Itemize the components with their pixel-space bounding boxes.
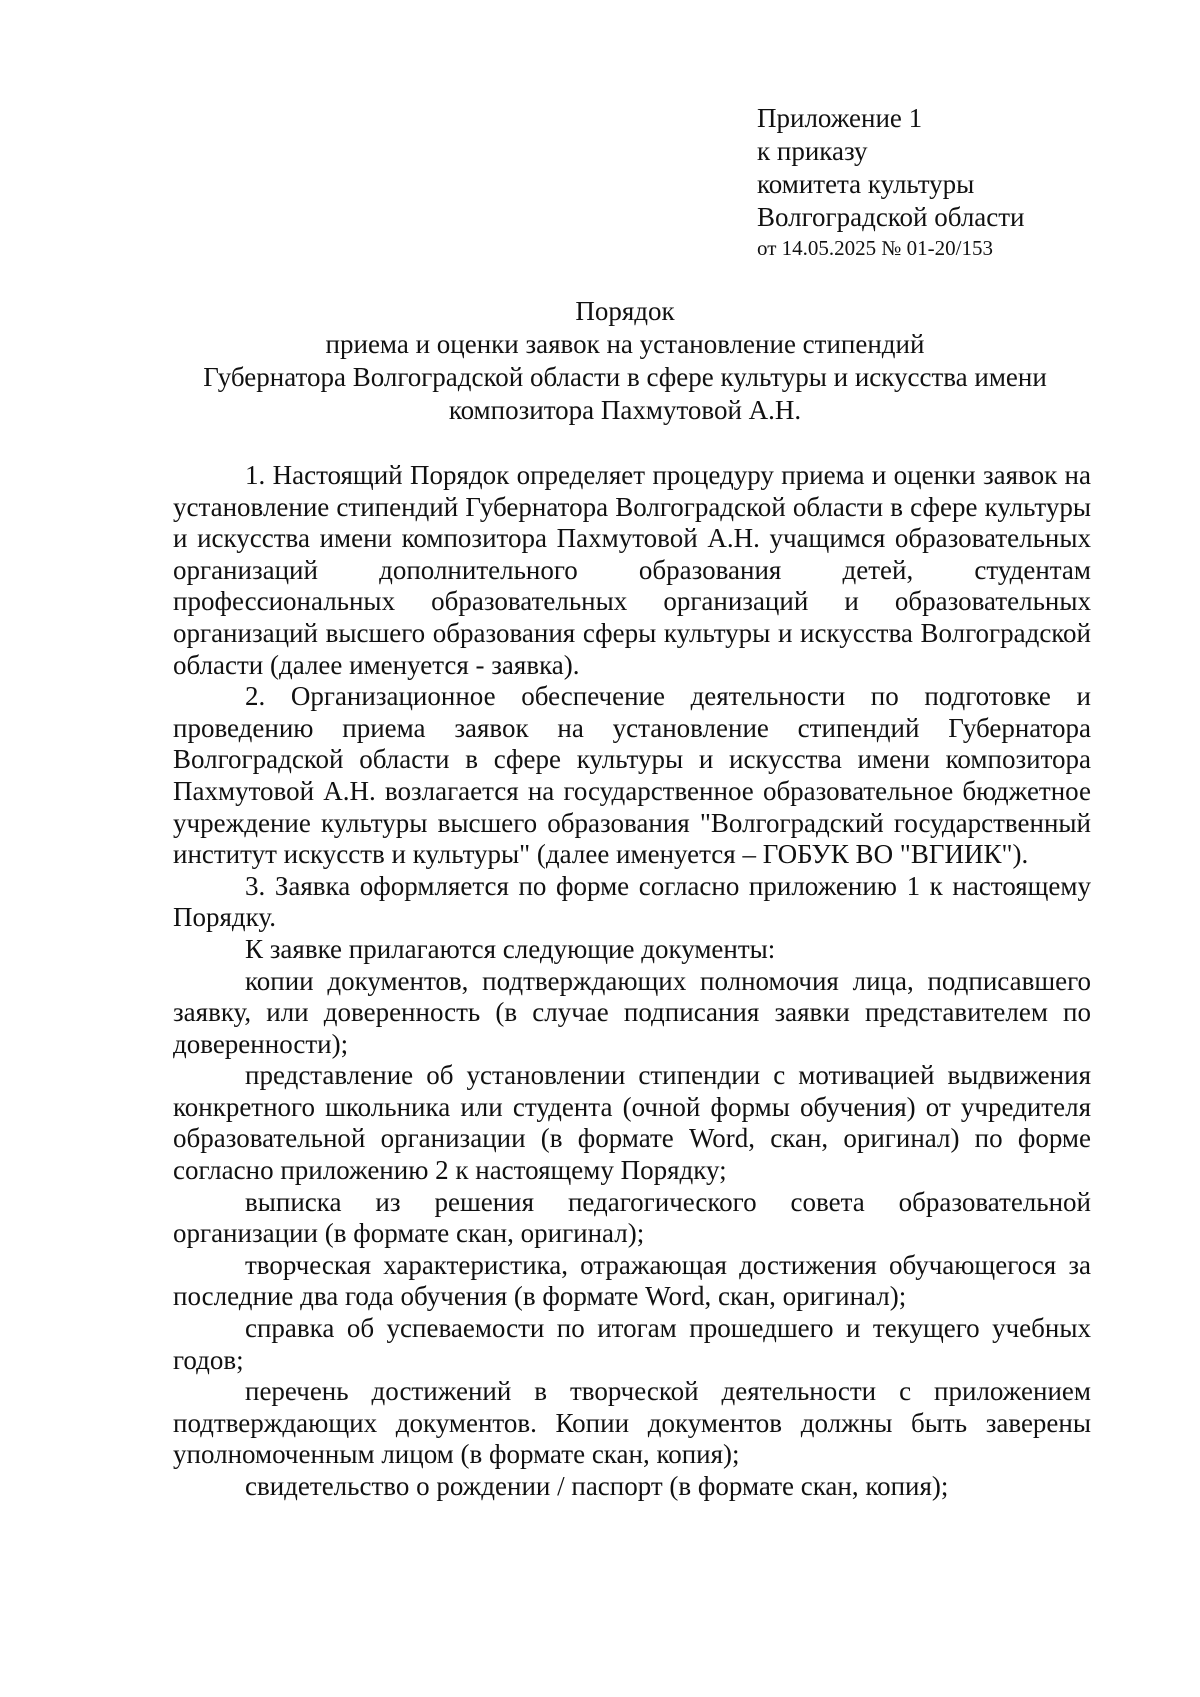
paragraph-4: К заявке прилагаются следующие документы: — [245, 933, 776, 964]
title-line-3: Губернатора Волгоградской области в сфере культуры и искусства имени — [203, 362, 1047, 392]
document-body — [173, 460, 1091, 1503]
title-line-1: Порядок — [575, 296, 675, 326]
paragraph-9: справка об успеваемости по итогам прошедшего и текущего учебных годов; — [173, 1313, 1091, 1375]
paragraph-8: творческая характеристика, отражающая достижения обучающегося за последние два года обучения (в формате Word, скан, оригинал); — [173, 1249, 1091, 1312]
appendix-line-2: к приказу — [757, 136, 868, 166]
paragraph-7: выписка из решения педагогического совета образовательной организации (в формате скан, оригинал); — [173, 1186, 1091, 1249]
appendix-header — [757, 102, 1025, 262]
title-line-2: приема и оценки заявок на установление стипендий — [325, 329, 925, 359]
appendix-line-3: комитета культуры — [757, 169, 975, 199]
appendix-line-4: Волгоградской области — [757, 202, 1025, 232]
title-line-4: композитора Пахмутовой А.Н. — [448, 395, 802, 425]
paragraph-6: представление об установлении стипендии с мотивацией выдвижения конкретного школьника или студента (очной формы обучения) от учредителя образовательной организации (в формате Word, скан, оригинал) по форме согласно приложению 2 к настоящему Порядку; — [173, 1060, 1091, 1186]
paragraph-5: копии документов, подтверждающих полномочия лица, подписавшего заявку, или доверенность (в случае подписания заявки представителем по доверенности); — [173, 965, 1091, 1059]
paragraph-2: 2. Организационное обеспечение деятельности по подготовке и проведению приема заявок на установление стипендий Губернатора Волгоградской области в сфере культуры и искусства имени композитора Пахмутовой А.Н. возлагается на государственное образовательное бюджетное учреждение культуры высшего образования "Волгоградский государственный институт искусств и культуры" (далее именуется – ГОБУК ВО "ВГИИК"). — [173, 681, 1091, 870]
appendix-line-1: Приложение 1 — [757, 103, 923, 133]
paragraph-11: свидетельство о рождении / паспорт (в формате скан, копия); — [245, 1471, 949, 1501]
document-title — [120, 295, 1130, 427]
paragraph-1: 1. Настоящий Порядок определяет процедуру приема и оценки заявок на установление стипендий Губернатора Волгоградской области в сфере культуры и искусства имени композитора Пахмутовой А.Н. учащимся образовательных организаций дополнительного образования детей, студентам профессиональных образовательных организаций и образовательных организаций высшего образования сферы культуры и искусства Волгоградской области (далее именуется - заявка). — [173, 460, 1091, 680]
paragraph-3: 3. Заявка оформляется по форме согласно приложению 1 к настоящему Порядку. — [173, 870, 1091, 933]
paragraph-10: перечень достижений в творческой деятельности с приложением подтверждающих документов. Копии документов должны быть заверены уполномоченным лицом (в формате скан, копия); — [173, 1376, 1091, 1470]
order-reference: от 14.05.2025 № 01-20/153 — [757, 236, 994, 260]
